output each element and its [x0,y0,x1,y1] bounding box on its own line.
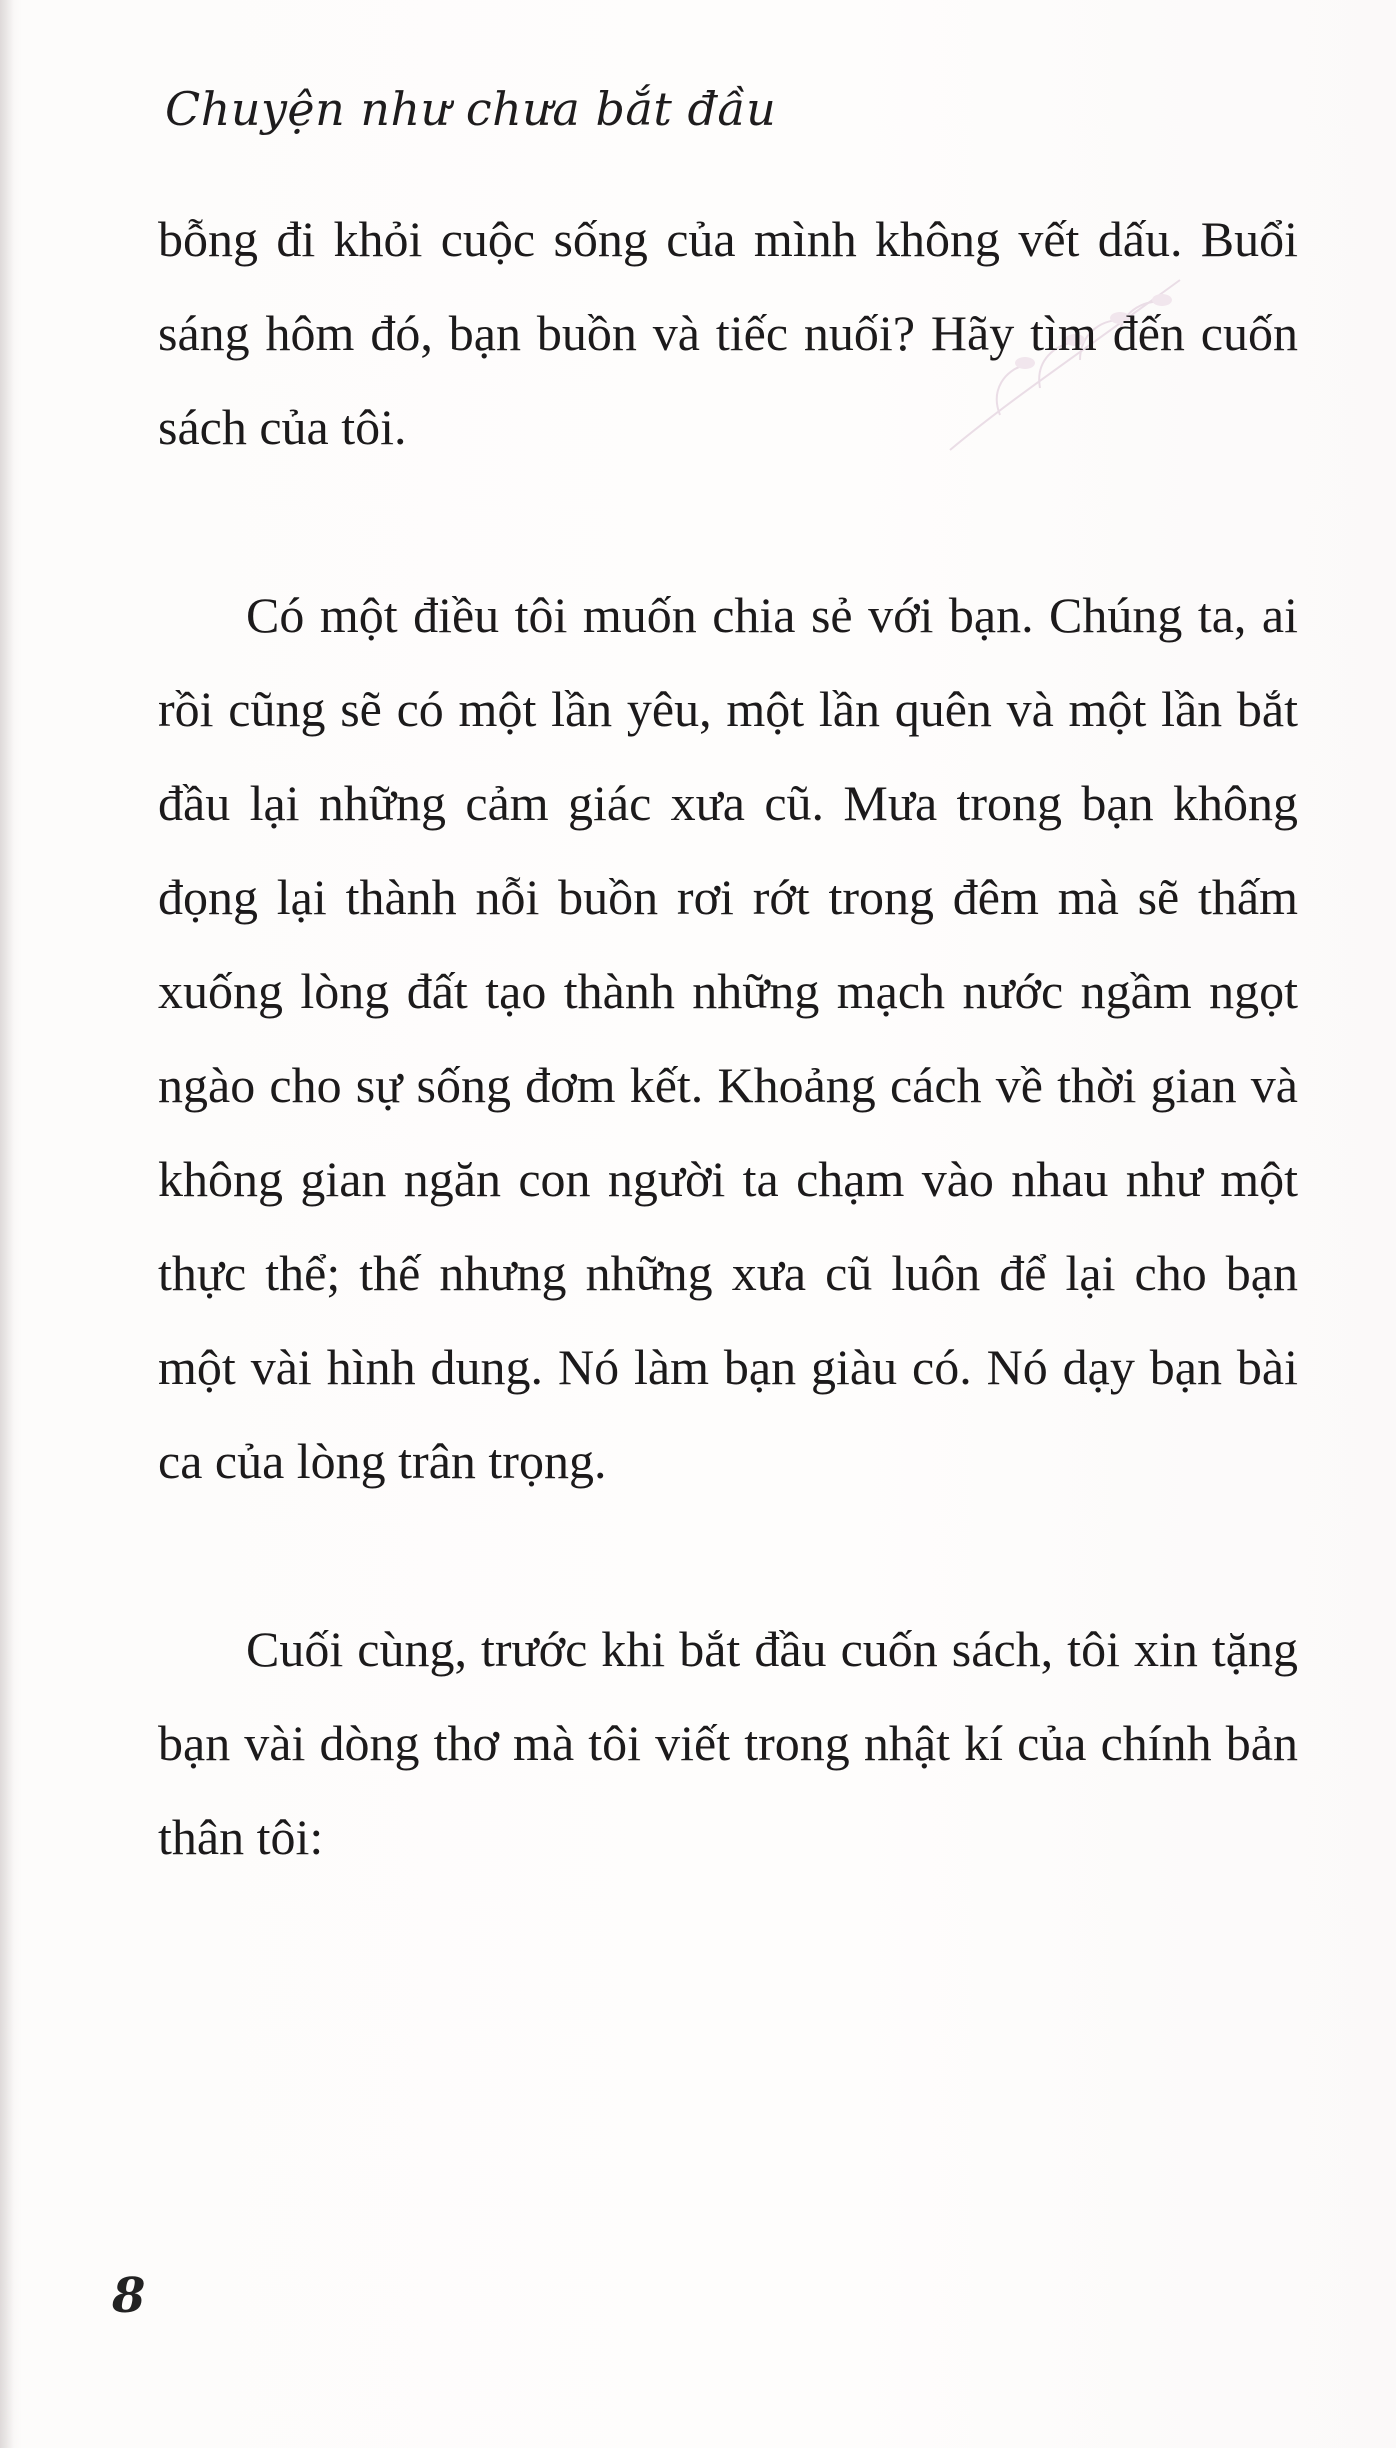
page-number: 8 [112,2268,146,2324]
spine-shadow [0,0,14,2448]
body-text [158,192,1298,1884]
running-header: Chuyện như chưa bắt đầu [165,82,777,136]
paragraph-1: bỗng đi khỏi cuộc sống của mình không vết dấu. Buổi sáng hôm đó, bạn buồn và tiếc nuối? Hãy tìm đến cuốn sách của tôi. [158,211,1298,455]
paragraph-3: Cuối cùng, trước khi bắt đầu cuốn sách, tôi xin tặng bạn vài dòng thơ mà tôi viết trong nhật kí của chính bản thân tôi: [158,1621,1298,1865]
paragraph-2: Có một điều tôi muốn chia sẻ với bạn. Chúng ta, ai rồi cũng sẽ có một lần yêu, một lần quên và một lần bắt đầu lại những cảm giác xưa cũ. Mưa trong bạn không đọng lại thành nỗi buồn rơi rớt trong đêm mà sẽ thấm xuống lòng đất tạo thành những mạch nước ngầm ngọt ngào cho sự sống đơm kết. Khoảng cách về thời gian và không gian ngăn con người ta chạm vào nhau như một thực thể; thế nhưng những xưa cũ luôn để lại cho bạn một vài hình dung. Nó làm bạn giàu có. Nó dạy bạn bài ca của lòng trân trọng. [158,587,1298,1489]
